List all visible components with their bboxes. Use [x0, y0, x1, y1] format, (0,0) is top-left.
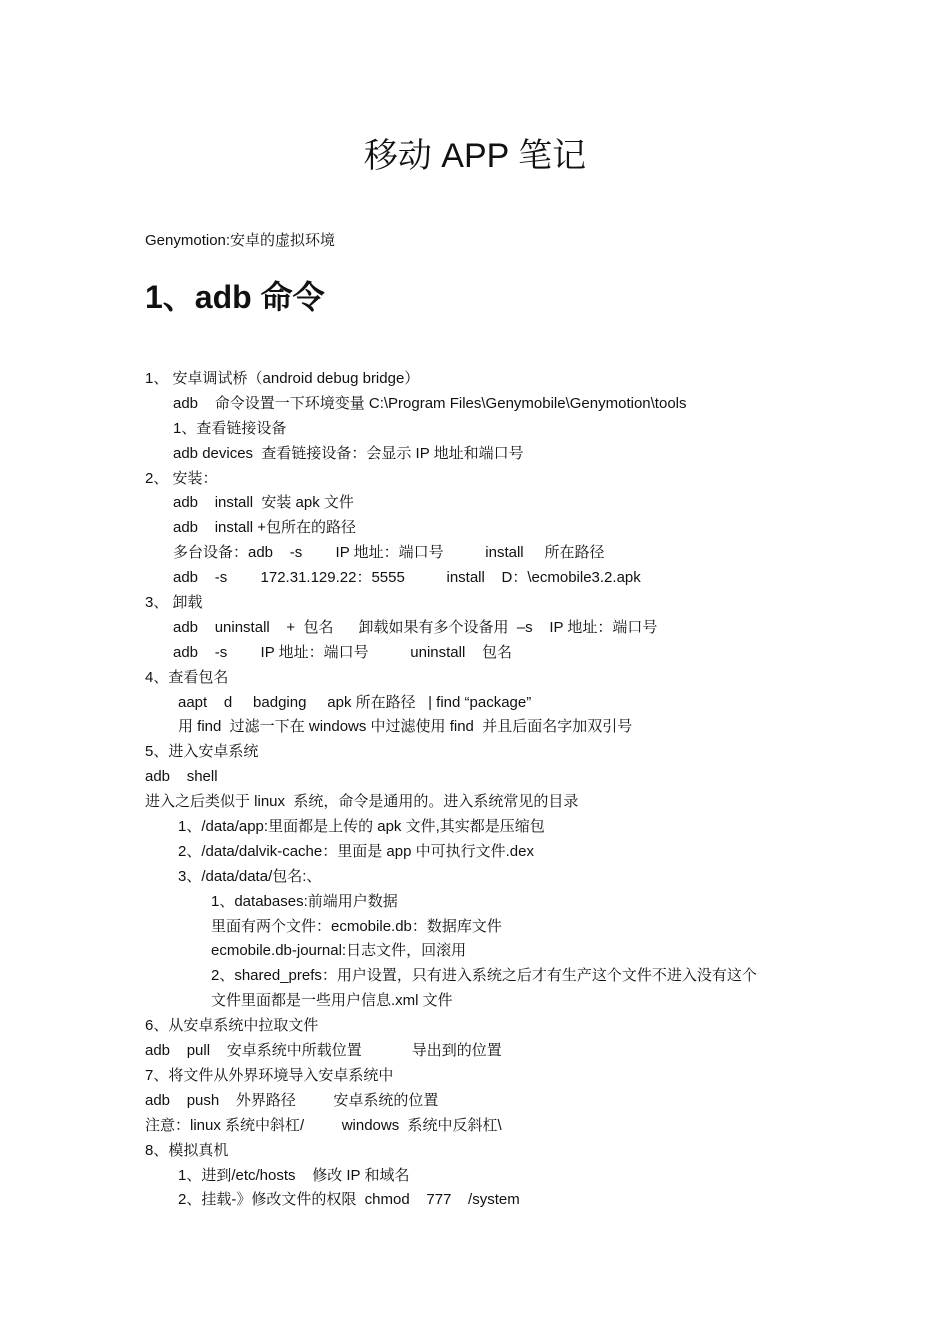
- body-line: 1、/data/app:里面都是上传的 apk 文件,其实都是压缩包: [178, 818, 545, 836]
- body-line: adb -s 172.31.129.22：5555 install D：\ecmobile3.2.apk: [173, 569, 641, 587]
- body-line: adb -s IP 地址：端口号 uninstall 包名: [173, 643, 512, 661]
- body-line: ecmobile.db-journal:日志文件，回滚用: [211, 942, 467, 960]
- body-line: 2、 安装：: [145, 469, 218, 487]
- body-line: 1、查看链接设备: [173, 419, 287, 437]
- body-line: adb install 安装 apk 文件: [173, 494, 354, 512]
- body-line: adb devices 查看链接设备：会显示 IP 地址和端口号: [173, 444, 524, 462]
- body-line: 3、/data/data/包名:、: [178, 867, 322, 885]
- body-line: 1、 安卓调试桥（android debug bridge）: [145, 370, 420, 387]
- body-line: 多台设备：adb -s IP 地址：端口号 install 所在路径: [173, 544, 605, 562]
- body-line: 2、shared_prefs：用户设置，只有进入系统之后才有生产这个文件不进入没有这个: [211, 967, 757, 985]
- body-line: 里面有两个文件：ecmobile.db：数据库文件: [211, 917, 502, 935]
- document-title: 移动 APP 笔记: [363, 137, 587, 175]
- section-heading: 1、adb 命令: [145, 279, 325, 315]
- body-line: aapt d badging apk 所在路径 | find “package”: [178, 693, 532, 711]
- body-line: 1、databases:前端用户数据: [211, 892, 398, 910]
- body-line: adb shell: [145, 768, 218, 786]
- body-line: 8、模拟真机: [145, 1141, 229, 1159]
- body-line: 进入之后类似于 linux 系统，命令是通用的。进入系统常见的目录: [145, 793, 579, 811]
- body-line: 1、进到/etc/hosts 修改 IP 和域名: [178, 1166, 410, 1184]
- body-line: 用 find 过滤一下在 windows 中过滤使用 find 并且后面名字加双引号: [178, 718, 633, 736]
- body-line: 注意：linux 系统中斜杠/ windows 系统中反斜杠\: [145, 1116, 502, 1134]
- body-line: 6、从安卓系统中拉取文件: [145, 1017, 319, 1035]
- body-line: 2、挂载-》修改文件的权限 chmod 777 /system: [178, 1191, 520, 1209]
- body-line: adb install +包所在的路径: [173, 519, 356, 537]
- body-lines: [145, 367, 845, 1213]
- body-line: 3、 卸载: [145, 594, 203, 612]
- body-line: 2、/data/dalvik-cache：里面是 app 中可执行文件.dex: [178, 842, 534, 860]
- body-line: 4、查看包名: [145, 668, 229, 686]
- body-line: adb uninstall + 包名 卸载如果有多个设备用 –s IP 地址：端口号: [173, 618, 658, 636]
- intro-line: Genymotion:安卓的虚拟环境: [145, 232, 336, 249]
- body-line: 文件里面都是一些用户信息.xml 文件: [211, 992, 453, 1010]
- body-line: 5、进入安卓系统: [145, 743, 259, 761]
- body-line: adb 命令设置一下环境变量 C:\Program Files\Genymobile\Genymotion\tools: [173, 394, 687, 412]
- body-line: adb pull 安卓系统中所载位置 导出到的位置: [145, 1042, 502, 1060]
- body-line: adb push 外界路径 安卓系统的位置: [145, 1091, 439, 1109]
- body-line: 7、将文件从外界环境导入安卓系统中: [145, 1066, 394, 1084]
